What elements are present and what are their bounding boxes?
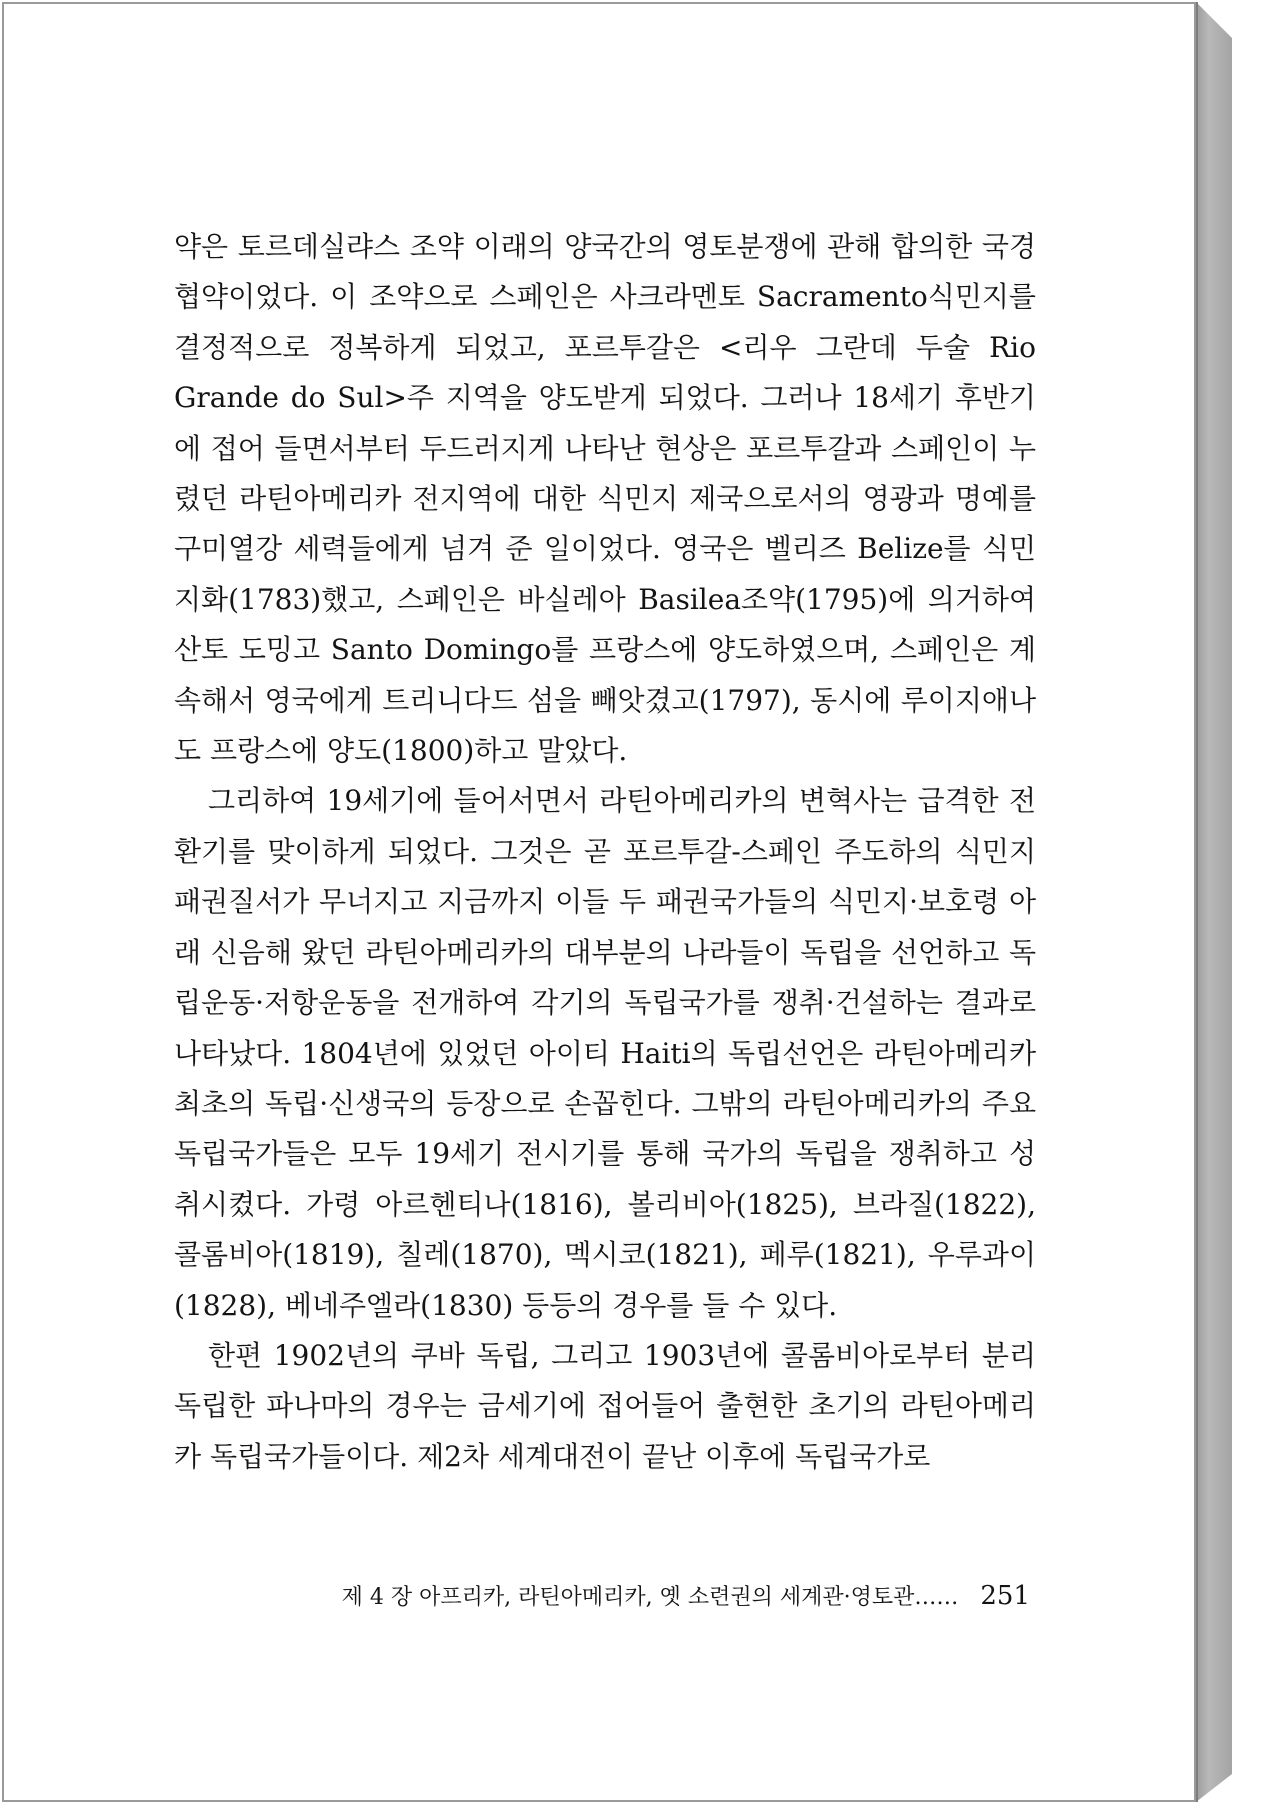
paragraph-3: 한편 1902년의 쿠바 독립, 그리고 1903년에 콜롬비아로부터 분리 독립한 파나마의 경우는 금세기에 접어들어 출현한 초기의 라틴아메리카 독립국가들이다. 제2차 세계대전이 끝난 이후에 독립국가로 — [174, 1338, 1036, 1473]
page-edge-shadow — [1196, 2, 1232, 1802]
paragraph-1: 약은 토르데실랴스 조약 이래의 양국간의 영토분쟁에 관해 합의한 국경협약이었다. 이 조약으로 스페인은 사크라멘토 Sacramento식민지를 결정적으로 정복하게 되었고, 포르투갈은 <리우 그란데 두술 Rio Grande do Sul>주 지역을 양도받게 되었다. 그러나 18세기 후반기에 접어 들면서부터 두드러지게 나타난 현상은 포르투갈과 스페인이 누렸던 라틴아메리카 전지역에 대한 식민지 제국으로서의 영광과 명예를 구미열강 세력들에게 넘겨 준 일이었다. 영국은 벨리즈 Belize를 식민지화(1783)했고, 스페인은 바실레아 Basilea조약(1795)에 의거하여 산토 도밍고 Santo Domingo를 프랑스에 양도하였으며, 스페인은 계속해서 영국에게 트리니다드 섬을 빼앗겼고(1797), 동시에 루이지애나도 프랑스에 양도(1800)하고 말았다. — [174, 230, 1036, 768]
page-footer — [230, 1580, 1030, 1611]
body-text — [174, 222, 1036, 1482]
page-edge-line — [1196, 2, 1198, 1802]
paragraph-2: 그리하여 19세기에 들어서면서 라틴아메리카의 변혁사는 급격한 전환기를 맞이하게 되었다. 그것은 곧 포르투갈-스페인 주도하의 식민지 패권질서가 무너지고 지금까지 이들 두 패권국가들의 식민지·보호령 아래 신음해 왔던 라틴아메리카의 대부분의 나라들이 독립을 선언하고 독립운동·저항운동을 전개하여 각기의 독립국가를 쟁취·건설하는 결과로 나타났다. 1804년에 있었던 아이티 Haiti의 독립선언은 라틴아메리카 최초의 독립·신생국의 등장으로 손꼽힌다. 그밖의 라틴아메리카의 주요 독립국가들은 모두 19세기 전시기를 통해 국가의 독립을 쟁취하고 성취시켰다. 가령 아르헨티나(1816), 볼리비아(1825), 브라질(1822), 콜롬비아(1819), 칠레(1870), 멕시코(1821), 페루(1821), 우루과이(1828), 베네주엘라(1830) 등등의 경우를 들 수 있다. — [174, 784, 1036, 1322]
page-number: 251 — [980, 1581, 1030, 1611]
running-head: 제 4 장 아프리카, 라틴아메리카, 옛 소련권의 세계관·영토관…… — [341, 1585, 959, 1610]
